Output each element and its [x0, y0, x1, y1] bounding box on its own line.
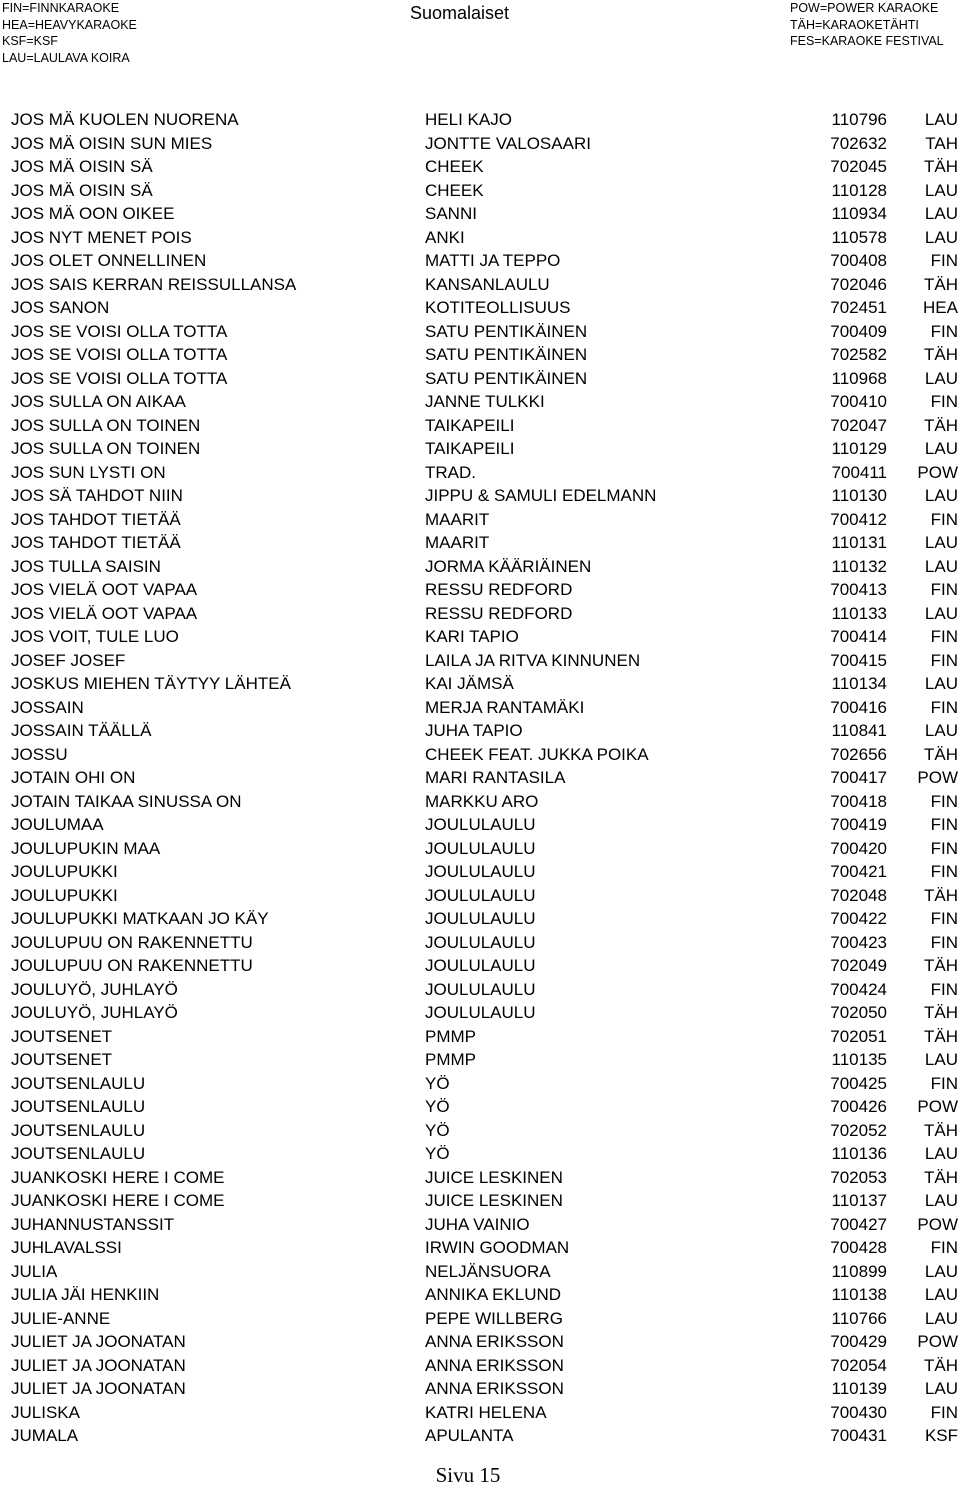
song-artist: JOULULAULU — [425, 1003, 536, 1022]
song-row — [0, 884, 960, 908]
song-title: JOS SULLA ON TOINEN — [11, 415, 201, 435]
song-title: JULIET JA JOONATAN — [11, 1332, 186, 1351]
song-title: JOUTSENLAULU — [11, 1073, 146, 1093]
song-row — [0, 1025, 960, 1049]
song-label: LAU — [924, 1261, 958, 1281]
song-artist: SATU PENTIKÄINEN — [425, 368, 588, 388]
song-title: JUHANNUSTANSSIT — [11, 1214, 175, 1234]
song-artist: JOULULAULU — [425, 909, 536, 928]
song-artist: YÖ — [425, 1144, 450, 1163]
song-row — [0, 931, 960, 955]
song-artist: MAARIT — [425, 533, 490, 552]
song-title: JOS VOIT, TULE LUO — [11, 627, 179, 646]
song-label: LAU — [924, 1144, 958, 1163]
song-title: JOUTSENET — [11, 1050, 113, 1069]
song-title: JOS TULLA SAISIN — [11, 556, 161, 576]
song-code: 110968 — [831, 368, 887, 388]
song-code: 700431 — [830, 1426, 887, 1445]
song-artist: JIPPU & SAMULI EDELMANN — [425, 486, 657, 505]
song-artist: MARKKU ARO — [425, 791, 539, 811]
song-artist: PMMP — [425, 1050, 476, 1069]
song-row — [0, 414, 960, 438]
song-title: JOS SUN LYSTI ON — [11, 462, 166, 482]
song-code: 110133 — [831, 603, 887, 623]
song-code: 700428 — [830, 1238, 887, 1257]
song-row — [0, 1142, 960, 1166]
song-code: 702054 — [830, 1355, 887, 1375]
song-code: 110138 — [831, 1285, 887, 1304]
song-code: 702582 — [830, 345, 887, 364]
song-title: JUMALA — [11, 1426, 79, 1445]
song-row — [0, 860, 960, 884]
song-title: JOS MÄ OISIN SUN MIES — [11, 133, 213, 153]
song-row — [0, 508, 960, 532]
song-label: LAU — [924, 1050, 958, 1069]
song-code: 700411 — [831, 462, 887, 482]
song-title: JOS SE VOISI OLLA TOTTA — [11, 368, 228, 388]
song-code: 702451 — [830, 298, 887, 317]
song-artist: JOULULAULU — [425, 862, 536, 881]
song-row — [0, 954, 960, 978]
song-row — [0, 343, 960, 367]
song-artist: JUHA TAPIO — [425, 721, 523, 740]
song-row — [0, 155, 960, 179]
song-artist: CHEEK — [425, 180, 484, 200]
song-artist: KANSANLAULU — [425, 274, 550, 294]
song-code: 110134 — [831, 674, 887, 693]
song-code: 700414 — [830, 627, 887, 646]
song-code: 110130 — [831, 486, 887, 505]
song-code: 702053 — [830, 1167, 887, 1187]
page-title: Suomalaiset — [410, 3, 510, 23]
song-code: 700412 — [830, 509, 887, 529]
song-label: LAU — [924, 1308, 958, 1328]
song-artist: RESSU REDFORD — [425, 580, 573, 599]
song-title: JULIA JÄI HENKIIN — [11, 1285, 160, 1304]
song-code: 700415 — [830, 650, 887, 670]
song-artist: MARI RANTASILA — [425, 768, 566, 787]
song-title: JOS TAHDOT TIETÄÄ — [11, 533, 181, 552]
song-code: 700426 — [830, 1097, 887, 1116]
song-row — [0, 649, 960, 673]
song-title: JOS SÄ TAHDOT NIIN — [11, 486, 183, 505]
song-code: 700410 — [830, 392, 887, 411]
song-title: JOULUYÖ, JUHLAYÖ — [11, 979, 178, 999]
legend-right — [790, 0, 944, 50]
song-row — [0, 531, 960, 555]
song-row — [0, 226, 960, 250]
song-artist: CHEEK FEAT. JUKKA POIKA — [425, 744, 649, 764]
song-row — [0, 907, 960, 931]
song-title: JOSSU — [11, 744, 68, 764]
song-row — [0, 1213, 960, 1237]
song-label: TÄH — [924, 1120, 958, 1140]
song-row — [0, 1424, 960, 1448]
song-row — [0, 108, 960, 132]
song-artist: TAIKAPEILI — [425, 415, 515, 435]
song-code: 700409 — [830, 321, 887, 341]
song-row — [0, 249, 960, 273]
song-label: POW — [917, 1214, 958, 1234]
song-artist: JOULULAULU — [425, 885, 536, 905]
song-code: 702632 — [830, 133, 887, 153]
song-row — [0, 1260, 960, 1284]
song-code: 702047 — [830, 415, 887, 435]
song-artist: ANNA ERIKSSON — [425, 1355, 564, 1375]
song-label: LAU — [924, 227, 958, 247]
song-label: FIN — [930, 1402, 958, 1422]
song-code: 110139 — [831, 1379, 887, 1398]
song-title: JULISKA — [11, 1402, 80, 1422]
song-code: 700413 — [830, 580, 887, 599]
song-label: LAU — [924, 721, 958, 740]
song-artist: JUICE LESKINEN — [425, 1167, 563, 1187]
song-row — [0, 978, 960, 1002]
song-title: JULIET JA JOONATAN — [11, 1355, 186, 1375]
song-title: JOS SANON — [11, 298, 110, 317]
song-row — [0, 202, 960, 226]
song-title: JOUTSENLAULU — [11, 1144, 146, 1163]
song-row — [0, 555, 960, 579]
song-title: JOS OLET ONNELLINEN — [11, 251, 207, 270]
song-row — [0, 1166, 960, 1190]
song-code: 702051 — [830, 1026, 887, 1046]
song-label: FIN — [930, 509, 958, 529]
song-code: 702048 — [830, 885, 887, 905]
song-label: TAH — [925, 133, 958, 153]
song-code: 700421 — [830, 862, 887, 881]
song-artist: JOULULAULU — [425, 838, 536, 858]
song-label: POW — [917, 1097, 958, 1116]
song-artist: MAARIT — [425, 509, 490, 529]
song-title: JOULUPUKKI — [11, 862, 118, 881]
song-code: 700429 — [830, 1332, 887, 1351]
song-title: JOULUPUKIN MAA — [11, 838, 161, 858]
song-title: JOSKUS MIEHEN TÄYTYY LÄHTEÄ — [11, 674, 291, 693]
song-artist: YÖ — [425, 1073, 450, 1093]
song-title: JOS VIELÄ OOT VAPAA — [11, 580, 198, 599]
song-row — [0, 696, 960, 720]
song-code: 700422 — [830, 909, 887, 928]
song-code: 702045 — [830, 157, 887, 176]
song-artist: PEPE WILLBERG — [425, 1308, 563, 1328]
song-label: TÄH — [924, 885, 958, 905]
song-title: JULIE-ANNE — [11, 1308, 111, 1328]
song-code: 110841 — [831, 721, 887, 740]
song-title: JOULUPUKKI — [11, 885, 118, 905]
song-code: 110136 — [831, 1144, 887, 1163]
song-label: LAU — [924, 533, 958, 552]
song-label: LAU — [924, 603, 958, 623]
song-artist: JOULULAULU — [425, 932, 536, 952]
song-artist: JANNE TULKKI — [425, 392, 545, 411]
song-row — [0, 766, 960, 790]
song-label: POW — [917, 1332, 958, 1351]
song-row — [0, 625, 960, 649]
song-label: FIN — [930, 627, 958, 646]
song-artist: APULANTA — [425, 1426, 514, 1445]
song-label: TÄH — [924, 415, 958, 435]
song-row — [0, 790, 960, 814]
song-title: JOS SULLA ON TOINEN — [11, 439, 201, 458]
song-label: LAU — [924, 180, 958, 200]
song-label: LAU — [924, 368, 958, 388]
song-artist: IRWIN GOODMAN — [425, 1238, 570, 1257]
song-title: JOS MÄ OISIN SÄ — [11, 180, 153, 200]
song-artist: KARI TAPIO — [425, 627, 519, 646]
song-row — [0, 296, 960, 320]
song-label: LAU — [924, 110, 958, 129]
page-footer — [0, 1462, 960, 1488]
song-title: JOULUMAA — [11, 815, 104, 834]
song-artist: MATTI JA TEPPO — [425, 251, 561, 270]
song-label: LAU — [924, 439, 958, 458]
song-title: JOULUYÖ, JUHLAYÖ — [11, 1003, 178, 1022]
song-code: 700418 — [830, 791, 887, 811]
song-title: JOTAIN OHI ON — [11, 768, 136, 787]
song-code: 700420 — [830, 838, 887, 858]
song-label: TÄH — [924, 1167, 958, 1187]
song-label: FIN — [930, 580, 958, 599]
song-artist: ANNA ERIKSSON — [425, 1379, 564, 1398]
song-row — [0, 437, 960, 461]
page-header — [0, 0, 960, 64]
song-row — [0, 1377, 960, 1401]
song-artist: TRAD. — [425, 462, 476, 482]
song-title: JOS VIELÄ OOT VAPAA — [11, 603, 198, 623]
song-title: JOS MÄ KUOLEN NUORENA — [11, 110, 239, 129]
song-artist: YÖ — [425, 1097, 450, 1116]
song-row — [0, 1236, 960, 1260]
song-title: JOULUPUU ON RAKENNETTU — [11, 932, 253, 952]
song-label: HEA — [923, 298, 958, 317]
song-title: JOUTSENLAULU — [11, 1120, 146, 1140]
song-row — [0, 1119, 960, 1143]
song-label: TÄH — [924, 1026, 958, 1046]
song-title: JOS MÄ OISIN SÄ — [11, 157, 153, 176]
song-row — [0, 1354, 960, 1378]
song-row — [0, 672, 960, 696]
song-row — [0, 273, 960, 297]
song-code: 110934 — [831, 204, 887, 223]
song-artist: LAILA JA RITVA KINNUNEN — [425, 650, 641, 670]
song-code: 110796 — [831, 110, 887, 129]
song-artist: JUICE LESKINEN — [425, 1191, 563, 1210]
song-row — [0, 837, 960, 861]
song-label: LAU — [924, 486, 958, 505]
song-row — [0, 602, 960, 626]
song-row — [0, 1401, 960, 1425]
song-label: LAU — [924, 674, 958, 693]
song-row — [0, 461, 960, 485]
song-artist: JOULULAULU — [425, 979, 536, 999]
song-row — [0, 1307, 960, 1331]
song-title: JOSSAIN TÄÄLLÄ — [11, 721, 152, 740]
song-label: TÄH — [924, 744, 958, 764]
song-label: POW — [917, 768, 958, 787]
legend-left — [2, 0, 137, 66]
song-row — [0, 1001, 960, 1025]
song-code: 110135 — [831, 1050, 887, 1069]
song-label: FIN — [930, 251, 958, 270]
song-code: 700408 — [830, 251, 887, 270]
song-label: FIN — [930, 909, 958, 928]
song-code: 700423 — [830, 932, 887, 952]
song-title: JOTAIN TAIKAA SINUSSA ON — [11, 791, 242, 811]
song-row — [0, 320, 960, 344]
song-label: LAU — [924, 1379, 958, 1398]
song-label: TÄH — [924, 274, 958, 294]
song-title: JUANKOSKI HERE I COME — [11, 1167, 225, 1187]
song-row — [0, 578, 960, 602]
song-row — [0, 132, 960, 156]
song-artist: YÖ — [425, 1120, 450, 1140]
song-label: FIN — [930, 1238, 958, 1257]
song-code: 110128 — [831, 180, 887, 200]
song-title: JOS TAHDOT TIETÄÄ — [11, 509, 181, 529]
song-label: LAU — [924, 556, 958, 576]
song-title: JUANKOSKI HERE I COME — [11, 1191, 225, 1210]
song-artist: JOULULAULU — [425, 956, 536, 975]
song-label: FIN — [930, 697, 958, 717]
page-number: Sivu 15 — [435, 1463, 501, 1487]
song-row — [0, 1048, 960, 1072]
song-code: 702050 — [830, 1003, 887, 1022]
song-label: FIN — [930, 932, 958, 952]
song-row — [0, 1095, 960, 1119]
song-label: KSF — [924, 1426, 958, 1445]
song-code: 110131 — [831, 533, 887, 552]
song-row — [0, 484, 960, 508]
song-artist: TAIKAPEILI — [425, 439, 515, 458]
song-code: 700425 — [830, 1073, 887, 1093]
song-label: FIN — [930, 791, 958, 811]
song-title: JOSSAIN — [11, 697, 84, 717]
song-artist: ANNA ERIKSSON — [425, 1332, 564, 1351]
song-code: 700430 — [830, 1402, 887, 1422]
legend-item: POW=POWER KARAOKE — [790, 1, 939, 15]
song-title: JOSEF JOSEF — [11, 650, 126, 670]
legend-item: FES=KARAOKE FESTIVAL — [790, 34, 944, 48]
song-code: 110766 — [831, 1308, 887, 1328]
song-title: JOS NYT MENET POIS — [11, 227, 192, 247]
song-title: JULIA — [11, 1261, 58, 1281]
song-code: 110137 — [831, 1191, 887, 1210]
song-artist: KATRI HELENA — [425, 1402, 547, 1422]
song-artist: KOTITEOLLISUUS — [425, 298, 571, 317]
song-code: 700417 — [830, 768, 887, 787]
song-label: FIN — [930, 838, 958, 858]
song-label: FIN — [930, 815, 958, 834]
song-row — [0, 719, 960, 743]
song-label: FIN — [930, 392, 958, 411]
song-code: 702046 — [830, 274, 887, 294]
song-row — [0, 367, 960, 391]
song-artist: KAI JÄMSÄ — [425, 674, 514, 693]
song-row — [0, 179, 960, 203]
song-code: 702052 — [830, 1120, 887, 1140]
song-title: JOS SE VOISI OLLA TOTTA — [11, 321, 228, 341]
song-label: FIN — [930, 862, 958, 881]
song-artist: PMMP — [425, 1026, 476, 1046]
song-label: FIN — [930, 1073, 958, 1093]
song-title: JOUTSENET — [11, 1026, 113, 1046]
song-label: LAU — [924, 1191, 958, 1210]
song-label: TÄH — [924, 345, 958, 364]
song-row — [0, 1283, 960, 1307]
song-row — [0, 1330, 960, 1354]
song-artist: CHEEK — [425, 157, 484, 176]
song-row — [0, 743, 960, 767]
song-list — [0, 108, 960, 1448]
song-code: 110129 — [831, 439, 887, 458]
song-label: TÄH — [924, 1355, 958, 1375]
legend-item: KSF=KSF — [2, 34, 58, 48]
song-code: 702049 — [830, 956, 887, 975]
song-artist: SATU PENTIKÄINEN — [425, 345, 588, 364]
song-title: JOS MÄ OON OIKEE — [11, 204, 175, 223]
song-row — [0, 390, 960, 414]
song-artist: ANNIKA EKLUND — [425, 1285, 562, 1304]
song-artist: JUHA VAINIO — [425, 1214, 530, 1234]
song-artist: HELI KAJO — [425, 110, 512, 129]
song-row — [0, 813, 960, 837]
legend-item: FIN=FINNKARAOKE — [2, 1, 120, 15]
song-artist: RESSU REDFORD — [425, 603, 573, 623]
song-label: FIN — [930, 979, 958, 999]
song-code: 110578 — [831, 227, 887, 247]
legend-item: LAU=LAULAVA KOIRA — [2, 50, 130, 65]
song-artist: JOULULAULU — [425, 815, 536, 834]
legend-item: TÄH=KARAOKETÄHTI — [790, 17, 919, 32]
song-row — [0, 1189, 960, 1213]
song-code: 110132 — [831, 556, 887, 576]
song-code: 700416 — [830, 697, 887, 717]
song-title: JULIET JA JOONATAN — [11, 1379, 186, 1398]
song-artist: ANKI — [425, 227, 465, 247]
song-label: POW — [917, 462, 958, 482]
song-artist: SATU PENTIKÄINEN — [425, 321, 588, 341]
song-title: JUHLAVALSSI — [11, 1238, 122, 1257]
song-code: 702656 — [830, 744, 887, 764]
song-code: 700419 — [830, 815, 887, 834]
song-code: 700427 — [830, 1214, 887, 1234]
song-label: TÄH — [924, 956, 958, 975]
song-label: LAU — [924, 204, 958, 223]
song-label: LAU — [924, 1285, 958, 1304]
song-title: JOULUPUU ON RAKENNETTU — [11, 956, 253, 975]
song-artist: SANNI — [425, 204, 477, 223]
song-row — [0, 1072, 960, 1096]
song-artist: JONTTE VALOSAARI — [425, 133, 591, 153]
song-title: JOS SE VOISI OLLA TOTTA — [11, 345, 228, 364]
song-label: FIN — [930, 321, 958, 341]
song-code: 110899 — [831, 1261, 887, 1281]
song-label: FIN — [930, 650, 958, 670]
song-artist: MERJA RANTAMÄKI — [425, 697, 585, 717]
song-label: TÄH — [924, 157, 958, 176]
song-code: 700424 — [830, 979, 887, 999]
song-title: JOS SULLA ON AIKAA — [11, 392, 186, 411]
song-title: JOUTSENLAULU — [11, 1097, 146, 1116]
legend-item: HEA=HEAVYKARAOKE — [2, 17, 137, 32]
song-title: JOS SAIS KERRAN REISSULLANSA — [11, 274, 297, 294]
song-title: JOULUPUKKI MATKAAN JO KÄY — [11, 909, 269, 928]
song-artist: NELJÄNSUORA — [425, 1261, 551, 1281]
song-artist: JORMA KÄÄRIÄINEN — [425, 556, 592, 576]
song-label: TÄH — [924, 1003, 958, 1022]
